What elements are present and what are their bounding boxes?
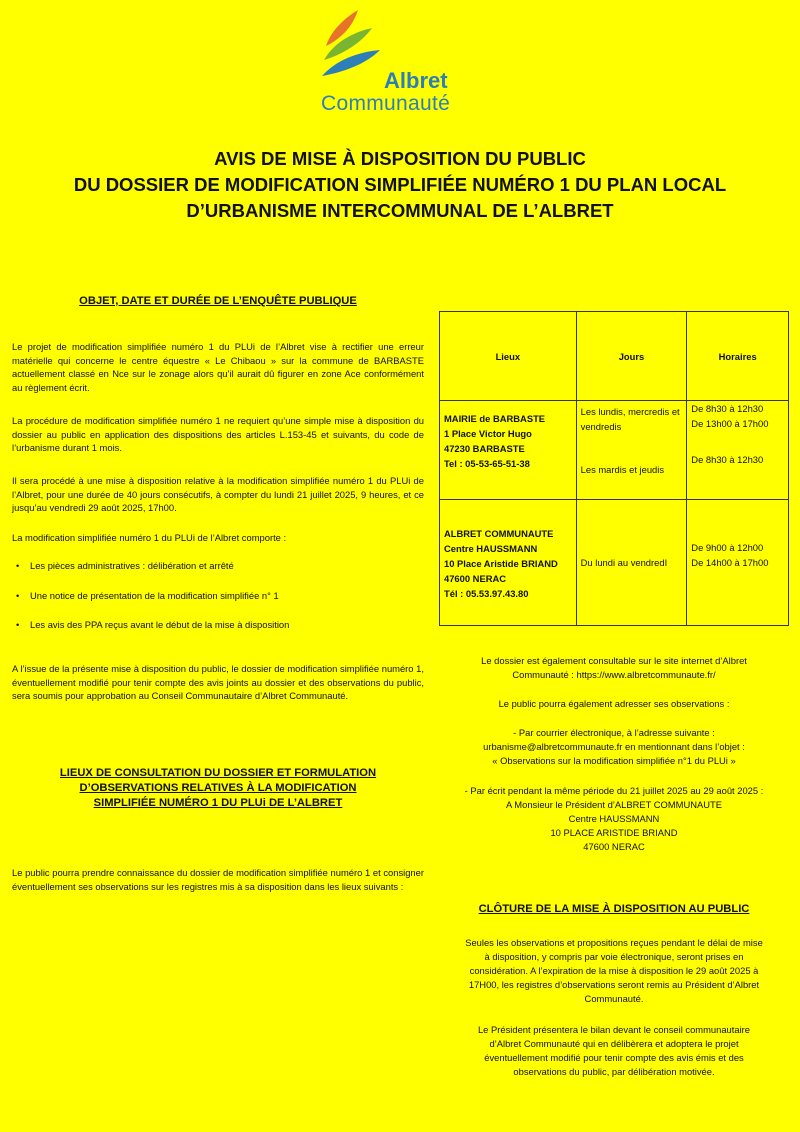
postal-line-3: Centre HAUSSMANN	[568, 813, 660, 824]
cloture-line: Seules les observations et propositions reçues pendant le délai de mise	[465, 937, 763, 948]
postal-line-1: - Par écrit pendant la même période du 21 juillet 2025 au 29 août 2025 :	[464, 785, 764, 796]
postal-observations	[440, 784, 788, 854]
website-line-2: Communauté : https://www.albretcommunaute.fr/	[512, 669, 716, 680]
consultation-places-table	[439, 311, 789, 626]
observations-intro	[440, 697, 788, 711]
observations-intro-text: Le public pourra également adresser ses observations :	[498, 698, 730, 709]
title-line-2: DU DOSSIER DE MODIFICATION SIMPLIFIÉE NUMÉRO 1 DU PLAN LOCAL	[73, 174, 727, 195]
place-phone: Tél : 05.53.97.43.80	[444, 588, 529, 599]
lieux-paragraph	[12, 866, 424, 893]
hours-text: De 8h30 à 12h30	[691, 454, 764, 465]
place-phone: Tel : 05-53-65-51-38	[444, 458, 530, 469]
hours-cell	[687, 401, 789, 500]
objet-p1-text: Le projet de modification simplifiée numéro 1 du PLUi de l’Albret vise à rectifier une erreur matérielle qui concerne le centre équestre « Le Chibaou » sur la commune de BARBASTE actuellement classé en Nce sur le zonage alors qu’il aurait dû figurer en zone Ace conformément au règlement écrit.	[12, 341, 424, 393]
section-lieux-heading-line-2: D’OBSERVATIONS RELATIVES À LA MODIFICATION	[79, 782, 357, 794]
place-city: 47600 NERAC	[444, 573, 507, 584]
postal-line-2: A Monsieur le Président d’ALBRET COMMUNAUTE	[505, 799, 723, 810]
section-lieux-heading-line-3: SIMPLIFIÉE NUMÉRO 1 DU PLUi DE L’ALBRET	[93, 797, 343, 809]
objet-p3-text: Il sera procédé à une mise à disposition relative à la modification simplifiée numéro 1 du PLUi de l’Albret, pour une durée de 40 jours consécutifs, à compter du lundi 21 juillet 2025, 9 heures, et ce jusqu’au vendredi 29 août 2025, 17h00.	[12, 475, 424, 514]
email-observations	[440, 726, 788, 768]
place-building: Centre HAUSSMANN	[444, 543, 538, 554]
email-line-3: « Observations sur la modification simplifiée n°1 du PLUi »	[492, 755, 736, 766]
objet-p2-text: La procédure de modification simplifiée numéro 1 ne requiert qu’une simple mise à disposition du dossier au public en application des dispositions des articles L.153-45 et suivants, du code de l’urbanisme durant 1 mois.	[12, 415, 424, 454]
cloture-line: Communauté.	[584, 993, 644, 1004]
website-info	[440, 654, 788, 682]
lieux-p1-text: Le public pourra prendre connaissance du dossier de modification simplifiée numéro 1 et consigner éventuellement ses observations sur les registres mis à sa disposition dans les lieux suivants :	[12, 867, 424, 892]
days-text: Les mardis et jeudis	[580, 464, 665, 475]
column-header-horaires: Horaires	[687, 312, 789, 401]
hours-text: De 8h30 à 12h30	[691, 403, 764, 414]
cloture-paragraph-1	[440, 936, 788, 1006]
page-title	[20, 146, 780, 224]
logo-text-communaute: Communauté	[321, 92, 451, 115]
hours-text: De 14h00 à 17h00	[691, 557, 769, 568]
section-objet-heading: OBJET, DATE ET DURÉE DE L’ENQUÊTE PUBLIQUE	[79, 295, 357, 307]
list-item-text: Une notice de présentation de la modification simplifiée n° 1	[30, 590, 279, 601]
place-address: 10 Place Aristide BRIAND	[444, 558, 558, 569]
place-address: 1 Place Victor Hugo	[444, 428, 532, 439]
place-cell	[440, 500, 577, 626]
section-cloture-heading: CLÔTURE DE LA MISE À DISPOSITION AU PUBLIC	[478, 903, 750, 915]
leaf-logo-icon	[318, 8, 388, 88]
table-header-row	[440, 312, 789, 401]
email-line-1: - Par courrier électronique, à l’adresse suivante :	[513, 727, 715, 738]
list-item	[18, 590, 279, 601]
cloture-line: 17H00, les registres d’observations seront remis au Président d’Albret	[468, 979, 760, 990]
title-line-1: AVIS DE MISE À DISPOSITION DU PUBLIC	[214, 148, 586, 169]
email-line-2: urbanisme@albretcommunaute.fr en mentionnant dans l’objet :	[483, 741, 745, 752]
place-cell	[440, 401, 577, 500]
logo-text-albret: Albret	[384, 68, 448, 93]
section-lieux-heading	[12, 766, 424, 811]
postal-line-4: 10 PLACE ARISTIDE BRIAND	[550, 827, 678, 838]
column-header-jours: Jours	[576, 312, 687, 401]
days-text: Du lundi au vendredI	[580, 557, 668, 568]
albret-logo	[318, 8, 468, 115]
days-cell	[576, 500, 687, 626]
cloture-line: éventuellement modifié pour tenir compte des avis émis et des	[484, 1052, 744, 1063]
cloture-line: Le Président présentera le bilan devant le conseil communautaire	[477, 1024, 751, 1035]
website-line-1: Le dossier est également consultable sur le site internet d’Albret	[481, 655, 747, 666]
objet-p4-text: La modification simplifiée numéro 1 du PLUi de l’Albret comporte :	[12, 532, 287, 543]
column-header-lieux: Lieux	[440, 312, 577, 401]
hours-text: De 9h00 à 12h00	[691, 542, 764, 553]
place-name: MAIRIE de BARBASTE	[444, 413, 546, 424]
objet-paragraph-5	[12, 662, 424, 703]
title-line-3: D’URBANISME INTERCOMMUNAL DE L’ALBRET	[186, 200, 614, 221]
objet-paragraph-2	[12, 414, 424, 455]
cloture-line: observations du public, par délibération motivée.	[513, 1066, 715, 1077]
section-lieux-heading-line-1: LIEUX DE CONSULTATION DU DOSSIER ET FORMULATION	[59, 767, 377, 779]
list-item-text: Les avis des PPA reçus avant le début de la mise à disposition	[30, 619, 290, 630]
objet-paragraph-4	[12, 531, 424, 545]
objet-paragraph-3	[12, 474, 424, 515]
days-cell	[576, 401, 687, 500]
cloture-line: à disposition, y compris par voie électronique, seront prises en	[484, 951, 744, 962]
hours-cell	[687, 500, 789, 626]
objet-p5-text: A l’issue de la présente mise à disposition du public, le dossier de modification simplifiée numéro 1, éventuellement modifié pour tenir compte des avis joints au dossier et des observations du public, sera soumis pour approbation au Conseil Communautaire d’Albret Communauté.	[12, 663, 424, 702]
objet-paragraph-1	[12, 340, 424, 394]
place-name: ALBRET COMMUNAUTE	[444, 528, 554, 539]
list-item	[18, 560, 234, 571]
place-city: 47230 BARBASTE	[444, 443, 525, 454]
hours-text: De 13h00 à 17h00	[691, 418, 769, 429]
list-item	[18, 619, 289, 630]
table-row	[440, 500, 789, 626]
cloture-paragraph-2	[440, 1023, 788, 1079]
table-row	[440, 401, 789, 500]
cloture-line: d’Albret Communauté qui en délibèrera et adoptera le projet	[489, 1038, 739, 1049]
cloture-line: considération. A l’expiration de la mise à disposition le 29 août 2025 à	[469, 965, 759, 976]
postal-line-5: 47600 NERAC	[583, 841, 645, 852]
days-text: Les lundis, mercredis et vendredis	[580, 406, 680, 432]
list-item-text: Les pièces administratives : délibération et arrêté	[30, 560, 234, 571]
